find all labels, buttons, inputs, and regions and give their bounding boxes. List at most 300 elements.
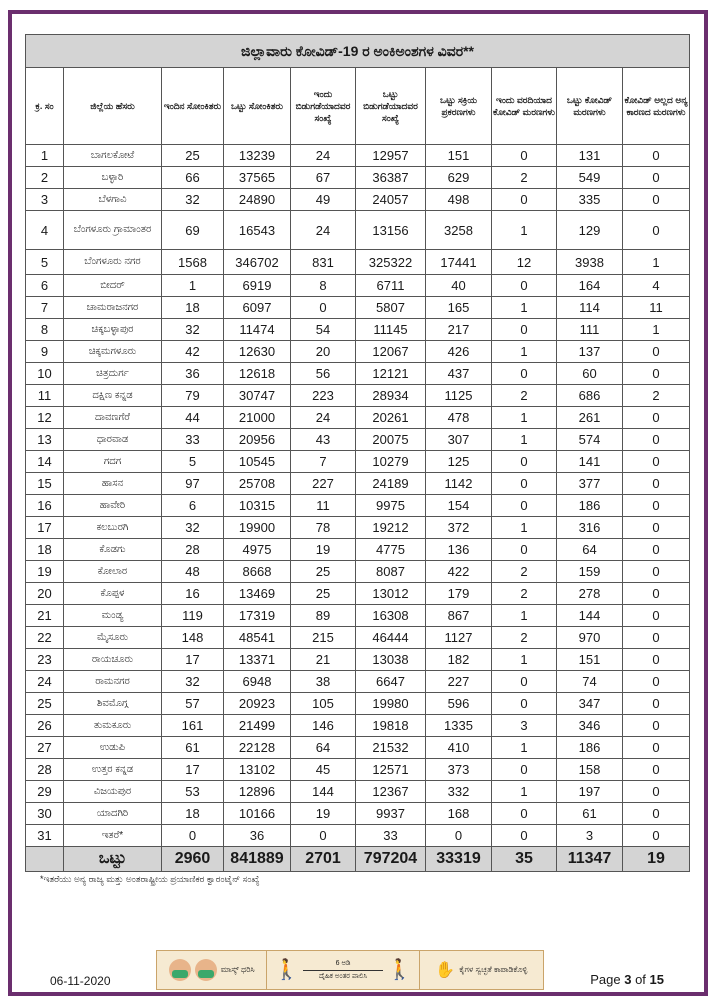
value-cell: 3 <box>492 715 557 737</box>
value-cell: 33 <box>356 825 426 847</box>
value-cell: 32 <box>162 319 224 341</box>
value-cell: 12896 <box>224 781 291 803</box>
serial-cell: 31 <box>26 825 64 847</box>
serial-cell: 23 <box>26 649 64 671</box>
table-row <box>26 407 690 429</box>
value-cell: 46444 <box>356 627 426 649</box>
value-cell: 61 <box>162 737 224 759</box>
table-row <box>26 803 690 825</box>
district-name-cell: ಕೊಡಗು <box>64 539 162 561</box>
value-cell: 629 <box>426 167 492 189</box>
table-row <box>26 211 690 250</box>
value-cell: 56 <box>291 363 356 385</box>
value-cell: 17319 <box>224 605 291 627</box>
handwash-text: ಕೈಗಳ ಸ್ವಚ್ಛತೆ ಕಾಪಾಡಿಕೊಳ್ಳಿ <box>459 965 528 974</box>
district-name-cell: ಕೊಪ್ಪಳ <box>64 583 162 605</box>
value-cell: 12067 <box>356 341 426 363</box>
value-cell: 19980 <box>356 693 426 715</box>
total-value-cell: 841889 <box>224 847 291 872</box>
table-row <box>26 275 690 297</box>
value-cell: 24 <box>291 211 356 250</box>
value-cell: 36 <box>224 825 291 847</box>
table-row <box>26 341 690 363</box>
value-cell: 1 <box>492 605 557 627</box>
value-cell: 21499 <box>224 715 291 737</box>
value-cell: 0 <box>492 363 557 385</box>
serial-cell: 2 <box>26 167 64 189</box>
value-cell: 1 <box>162 275 224 297</box>
value-cell: 30747 <box>224 385 291 407</box>
value-cell: 18 <box>162 297 224 319</box>
value-cell: 5 <box>162 451 224 473</box>
district-name-cell: ರಾಯಚೂರು <box>64 649 162 671</box>
value-cell: 0 <box>162 825 224 847</box>
serial-cell: 1 <box>26 145 64 167</box>
district-name-cell: ಬೆಳಗಾವಿ <box>64 189 162 211</box>
table-title: ಜಿಲ್ಲಾವಾರು ಕೋವಿಡ್-19 ರ ಅಂಕಿಅಂಶಗಳ ವಿವರ** <box>26 35 690 68</box>
value-cell: 13371 <box>224 649 291 671</box>
value-cell: 0 <box>623 583 690 605</box>
table-row <box>26 781 690 803</box>
value-cell: 54 <box>291 319 356 341</box>
district-name-cell: ದಕ್ಷಿಣ ಕನ್ನಡ <box>64 385 162 407</box>
value-cell: 19818 <box>356 715 426 737</box>
value-cell: 0 <box>623 363 690 385</box>
value-cell: 159 <box>557 561 623 583</box>
value-cell: 40 <box>426 275 492 297</box>
value-cell: 12367 <box>356 781 426 803</box>
masked-face-icon <box>169 959 191 981</box>
header-row <box>26 68 690 145</box>
serial-cell: 17 <box>26 517 64 539</box>
value-cell: 2 <box>623 385 690 407</box>
value-cell: 144 <box>557 605 623 627</box>
value-cell: 6647 <box>356 671 426 693</box>
serial-cell: 27 <box>26 737 64 759</box>
table-row <box>26 319 690 341</box>
value-cell: 19 <box>291 803 356 825</box>
serial-cell: 26 <box>26 715 64 737</box>
value-cell: 16543 <box>224 211 291 250</box>
value-cell: 60 <box>557 363 623 385</box>
value-cell: 0 <box>492 803 557 825</box>
value-cell: 11 <box>623 297 690 319</box>
value-cell: 437 <box>426 363 492 385</box>
total-row <box>26 847 690 872</box>
serial-cell: 12 <box>26 407 64 429</box>
district-name-cell: ಚಿತ್ರದುರ್ಗ <box>64 363 162 385</box>
total-value-cell: 2701 <box>291 847 356 872</box>
value-cell: 970 <box>557 627 623 649</box>
value-cell: 1 <box>492 297 557 319</box>
value-cell: 422 <box>426 561 492 583</box>
value-cell: 410 <box>426 737 492 759</box>
value-cell: 97 <box>162 473 224 495</box>
value-cell: 21000 <box>224 407 291 429</box>
serial-cell: 13 <box>26 429 64 451</box>
value-cell: 1 <box>492 517 557 539</box>
serial-cell: 18 <box>26 539 64 561</box>
value-cell: 1 <box>623 319 690 341</box>
value-cell: 28934 <box>356 385 426 407</box>
value-cell: 332 <box>426 781 492 803</box>
serial-cell: 15 <box>26 473 64 495</box>
serial-cell: 22 <box>26 627 64 649</box>
total-value-cell: 19 <box>623 847 690 872</box>
value-cell: 186 <box>557 495 623 517</box>
value-cell: 0 <box>426 825 492 847</box>
value-cell: 136 <box>426 539 492 561</box>
value-cell: 28 <box>162 539 224 561</box>
column-header: ಕ್ರ. ಸಂ <box>26 68 64 145</box>
value-cell: 9937 <box>356 803 426 825</box>
value-cell: 10166 <box>224 803 291 825</box>
value-cell: 0 <box>623 167 690 189</box>
value-cell: 22128 <box>224 737 291 759</box>
table-row <box>26 385 690 407</box>
value-cell: 24189 <box>356 473 426 495</box>
value-cell: 278 <box>557 583 623 605</box>
serial-cell: 4 <box>26 211 64 250</box>
value-cell: 144 <box>291 781 356 803</box>
value-cell: 498 <box>426 189 492 211</box>
value-cell: 57 <box>162 693 224 715</box>
serial-cell: 9 <box>26 341 64 363</box>
value-cell: 25 <box>291 583 356 605</box>
value-cell: 119 <box>162 605 224 627</box>
value-cell: 2 <box>492 627 557 649</box>
value-cell: 19900 <box>224 517 291 539</box>
table-row <box>26 145 690 167</box>
value-cell: 67 <box>291 167 356 189</box>
value-cell: 2 <box>492 167 557 189</box>
value-cell: 74 <box>557 671 623 693</box>
serial-cell: 8 <box>26 319 64 341</box>
table-row <box>26 561 690 583</box>
value-cell: 6711 <box>356 275 426 297</box>
value-cell: 325322 <box>356 250 426 275</box>
column-header: ಒಟ್ಟು ಸೋಂಕಿತರು <box>224 68 291 145</box>
table-row <box>26 627 690 649</box>
page-number: Page 3 of 15 <box>590 972 664 987</box>
value-cell: 154 <box>426 495 492 517</box>
district-covid-table <box>25 34 690 872</box>
value-cell: 164 <box>557 275 623 297</box>
value-cell: 0 <box>492 451 557 473</box>
serial-cell: 3 <box>26 189 64 211</box>
value-cell: 8087 <box>356 561 426 583</box>
masked-face-icon <box>195 959 217 981</box>
district-name-cell: ಬೆಂಗಳೂರು ಗ್ರಾಮಾಂತರ <box>64 211 162 250</box>
value-cell: 0 <box>492 473 557 495</box>
value-cell: 6 <box>162 495 224 517</box>
district-name-cell: ಹಾಸನ <box>64 473 162 495</box>
value-cell: 1 <box>492 211 557 250</box>
value-cell: 1335 <box>426 715 492 737</box>
serial-cell: 10 <box>26 363 64 385</box>
value-cell: 549 <box>557 167 623 189</box>
table-row <box>26 473 690 495</box>
value-cell: 16308 <box>356 605 426 627</box>
value-cell: 0 <box>623 627 690 649</box>
value-cell: 43 <box>291 429 356 451</box>
value-cell: 3258 <box>426 211 492 250</box>
value-cell: 3938 <box>557 250 623 275</box>
value-cell: 0 <box>623 825 690 847</box>
value-cell: 227 <box>291 473 356 495</box>
district-name-cell: ಧಾರವಾಡ <box>64 429 162 451</box>
district-name-cell: ಚಿಕ್ಕಬಳ್ಳಾಪುರ <box>64 319 162 341</box>
table-row <box>26 167 690 189</box>
serial-cell: 21 <box>26 605 64 627</box>
value-cell: 89 <box>291 605 356 627</box>
value-cell: 1125 <box>426 385 492 407</box>
value-cell: 1 <box>623 250 690 275</box>
value-cell: 373 <box>426 759 492 781</box>
serial-cell: 25 <box>26 693 64 715</box>
footnote: *ಇತರೆಯು ಅನ್ಯ ರಾಜ್ಯ ಮತ್ತು ಅಂತರಾಷ್ಟ್ರೀಯ ಪ್ರಯಾಣಿಕರ ಕ್ವಾರಂಟೈನ್ ಸಂಖ್ಯೆ <box>40 874 260 884</box>
column-header: ಒಟ್ಟು ಬಿಡುಗಡೆಯಾದವರ ಸಂಖ್ಯೆ <box>356 68 426 145</box>
value-cell: 17441 <box>426 250 492 275</box>
value-cell: 0 <box>623 759 690 781</box>
value-cell: 12630 <box>224 341 291 363</box>
value-cell: 45 <box>291 759 356 781</box>
table-row <box>26 671 690 693</box>
value-cell: 148 <box>162 627 224 649</box>
value-cell: 161 <box>162 715 224 737</box>
value-cell: 24057 <box>356 189 426 211</box>
value-cell: 316 <box>557 517 623 539</box>
value-cell: 64 <box>557 539 623 561</box>
value-cell: 335 <box>557 189 623 211</box>
serial-cell: 24 <box>26 671 64 693</box>
value-cell: 0 <box>623 781 690 803</box>
value-cell: 16 <box>162 583 224 605</box>
serial-cell: 5 <box>26 250 64 275</box>
table-row <box>26 583 690 605</box>
value-cell: 21532 <box>356 737 426 759</box>
value-cell: 347 <box>557 693 623 715</box>
value-cell: 0 <box>492 145 557 167</box>
value-cell: 0 <box>623 429 690 451</box>
value-cell: 1568 <box>162 250 224 275</box>
value-cell: 33 <box>162 429 224 451</box>
table-row <box>26 715 690 737</box>
district-name-cell: ಚಿಕ್ಕಮಗಳೂರು <box>64 341 162 363</box>
mask-text: ಮಾಸ್ಕ್ ಧರಿಸಿ <box>220 965 255 974</box>
value-cell: 0 <box>492 759 557 781</box>
safety-banner <box>156 950 544 990</box>
district-name-cell: ಕೋಲಾರ <box>64 561 162 583</box>
table-row <box>26 737 690 759</box>
value-cell: 7 <box>291 451 356 473</box>
value-cell: 24890 <box>224 189 291 211</box>
distance-value: 6 ಅಡಿ <box>335 959 351 967</box>
district-name-cell: ಶಿವಮೊಗ್ಗ <box>64 693 162 715</box>
value-cell: 36 <box>162 363 224 385</box>
value-cell: 1 <box>492 341 557 363</box>
column-header: ಒಟ್ಟು ಕೋವಿಡ್ ಮರಣಗಳು <box>557 68 623 145</box>
value-cell: 10315 <box>224 495 291 517</box>
value-cell: 105 <box>291 693 356 715</box>
value-cell: 44 <box>162 407 224 429</box>
value-cell: 0 <box>492 539 557 561</box>
table-row <box>26 451 690 473</box>
value-cell: 32 <box>162 671 224 693</box>
value-cell: 66 <box>162 167 224 189</box>
value-cell: 2 <box>492 385 557 407</box>
value-cell: 20923 <box>224 693 291 715</box>
value-cell: 114 <box>557 297 623 319</box>
district-name-cell: ಹಾವೇರಿ <box>64 495 162 517</box>
value-cell: 17 <box>162 649 224 671</box>
value-cell: 186 <box>557 737 623 759</box>
value-cell: 217 <box>426 319 492 341</box>
value-cell: 168 <box>426 803 492 825</box>
district-name-cell: ವಿಜಯಪುರ <box>64 781 162 803</box>
value-cell: 111 <box>557 319 623 341</box>
table-row <box>26 250 690 275</box>
district-name-cell: ಗದಗ <box>64 451 162 473</box>
table-row <box>26 649 690 671</box>
value-cell: 19 <box>291 539 356 561</box>
value-cell: 686 <box>557 385 623 407</box>
serial-cell: 29 <box>26 781 64 803</box>
value-cell: 5807 <box>356 297 426 319</box>
value-cell: 0 <box>623 561 690 583</box>
value-cell: 36387 <box>356 167 426 189</box>
column-header: ಕೋವಿಡ್ ಅಲ್ಲದ ಅನ್ಯ ಕಾರಣದ ಮರಣಗಳು <box>623 68 690 145</box>
value-cell: 137 <box>557 341 623 363</box>
table-row <box>26 605 690 627</box>
district-name-cell: ತುಮಕೂರು <box>64 715 162 737</box>
district-name-cell: ಯಾದಗಿರಿ <box>64 803 162 825</box>
value-cell: 346 <box>557 715 623 737</box>
value-cell: 0 <box>623 715 690 737</box>
value-cell: 17 <box>162 759 224 781</box>
value-cell: 6919 <box>224 275 291 297</box>
value-cell: 13469 <box>224 583 291 605</box>
value-cell: 78 <box>291 517 356 539</box>
value-cell: 307 <box>426 429 492 451</box>
value-cell: 4 <box>623 275 690 297</box>
value-cell: 158 <box>557 759 623 781</box>
value-cell: 261 <box>557 407 623 429</box>
value-cell: 2 <box>492 561 557 583</box>
value-cell: 0 <box>492 275 557 297</box>
value-cell: 12957 <box>356 145 426 167</box>
serial-cell: 30 <box>26 803 64 825</box>
value-cell: 24 <box>291 407 356 429</box>
value-cell: 0 <box>623 539 690 561</box>
total-value-cell <box>26 847 64 872</box>
value-cell: 129 <box>557 211 623 250</box>
distance-text: ದೈಹಿಕ ಅಂತರ ಪಾಲಿಸಿ <box>319 972 368 980</box>
value-cell: 79 <box>162 385 224 407</box>
value-cell: 426 <box>426 341 492 363</box>
value-cell: 0 <box>492 189 557 211</box>
district-name-cell: ರಾಮನಗರ <box>64 671 162 693</box>
distance-section <box>267 951 419 989</box>
value-cell: 0 <box>623 211 690 250</box>
value-cell: 9975 <box>356 495 426 517</box>
value-cell: 25 <box>162 145 224 167</box>
table-row <box>26 517 690 539</box>
value-cell: 13156 <box>356 211 426 250</box>
table-row <box>26 363 690 385</box>
value-cell: 165 <box>426 297 492 319</box>
handwash-icon: ✋ <box>435 962 456 979</box>
total-value-cell: 797204 <box>356 847 426 872</box>
value-cell: 0 <box>492 693 557 715</box>
mask-section <box>157 951 267 989</box>
district-name-cell: ಉಡುಪಿ <box>64 737 162 759</box>
total-value-cell: 2960 <box>162 847 224 872</box>
value-cell: 596 <box>426 693 492 715</box>
value-cell: 12571 <box>356 759 426 781</box>
value-cell: 11474 <box>224 319 291 341</box>
value-cell: 151 <box>557 649 623 671</box>
district-name-cell: ಬಾಗಲಕೋಟೆ <box>64 145 162 167</box>
value-cell: 10545 <box>224 451 291 473</box>
value-cell: 131 <box>557 145 623 167</box>
value-cell: 0 <box>623 649 690 671</box>
total-label-cell: ಒಟ್ಟು <box>64 847 162 872</box>
value-cell: 223 <box>291 385 356 407</box>
value-cell: 2 <box>492 583 557 605</box>
table-row <box>26 693 690 715</box>
value-cell: 38 <box>291 671 356 693</box>
value-cell: 0 <box>623 145 690 167</box>
value-cell: 49 <box>291 189 356 211</box>
value-cell: 151 <box>426 145 492 167</box>
value-cell: 0 <box>291 297 356 319</box>
serial-cell: 14 <box>26 451 64 473</box>
value-cell: 146 <box>291 715 356 737</box>
value-cell: 1 <box>492 737 557 759</box>
value-cell: 32 <box>162 189 224 211</box>
value-cell: 13102 <box>224 759 291 781</box>
value-cell: 227 <box>426 671 492 693</box>
value-cell: 61 <box>557 803 623 825</box>
value-cell: 0 <box>623 451 690 473</box>
value-cell: 42 <box>162 341 224 363</box>
value-cell: 0 <box>492 319 557 341</box>
value-cell: 4775 <box>356 539 426 561</box>
value-cell: 11145 <box>356 319 426 341</box>
value-cell: 0 <box>291 825 356 847</box>
value-cell: 1142 <box>426 473 492 495</box>
district-name-cell: ಉತ್ತರ ಕನ್ನಡ <box>64 759 162 781</box>
value-cell: 141 <box>557 451 623 473</box>
serial-cell: 7 <box>26 297 64 319</box>
value-cell: 21 <box>291 649 356 671</box>
serial-cell: 11 <box>26 385 64 407</box>
value-cell: 831 <box>291 250 356 275</box>
value-cell: 182 <box>426 649 492 671</box>
district-name-cell: ಇತರೆ* <box>64 825 162 847</box>
value-cell: 0 <box>623 693 690 715</box>
value-cell: 0 <box>492 671 557 693</box>
value-cell: 13239 <box>224 145 291 167</box>
serial-cell: 20 <box>26 583 64 605</box>
table-row <box>26 759 690 781</box>
column-header: ಒಟ್ಟು ಸಕ್ರಿಯ ಪ್ರಕರಣಗಳು <box>426 68 492 145</box>
total-value-cell: 33319 <box>426 847 492 872</box>
value-cell: 13038 <box>356 649 426 671</box>
column-header: ಇಂದು ವರದಿಯಾದ ಕೋವಿಡ್ ಮರಣಗಳು <box>492 68 557 145</box>
value-cell: 32 <box>162 517 224 539</box>
